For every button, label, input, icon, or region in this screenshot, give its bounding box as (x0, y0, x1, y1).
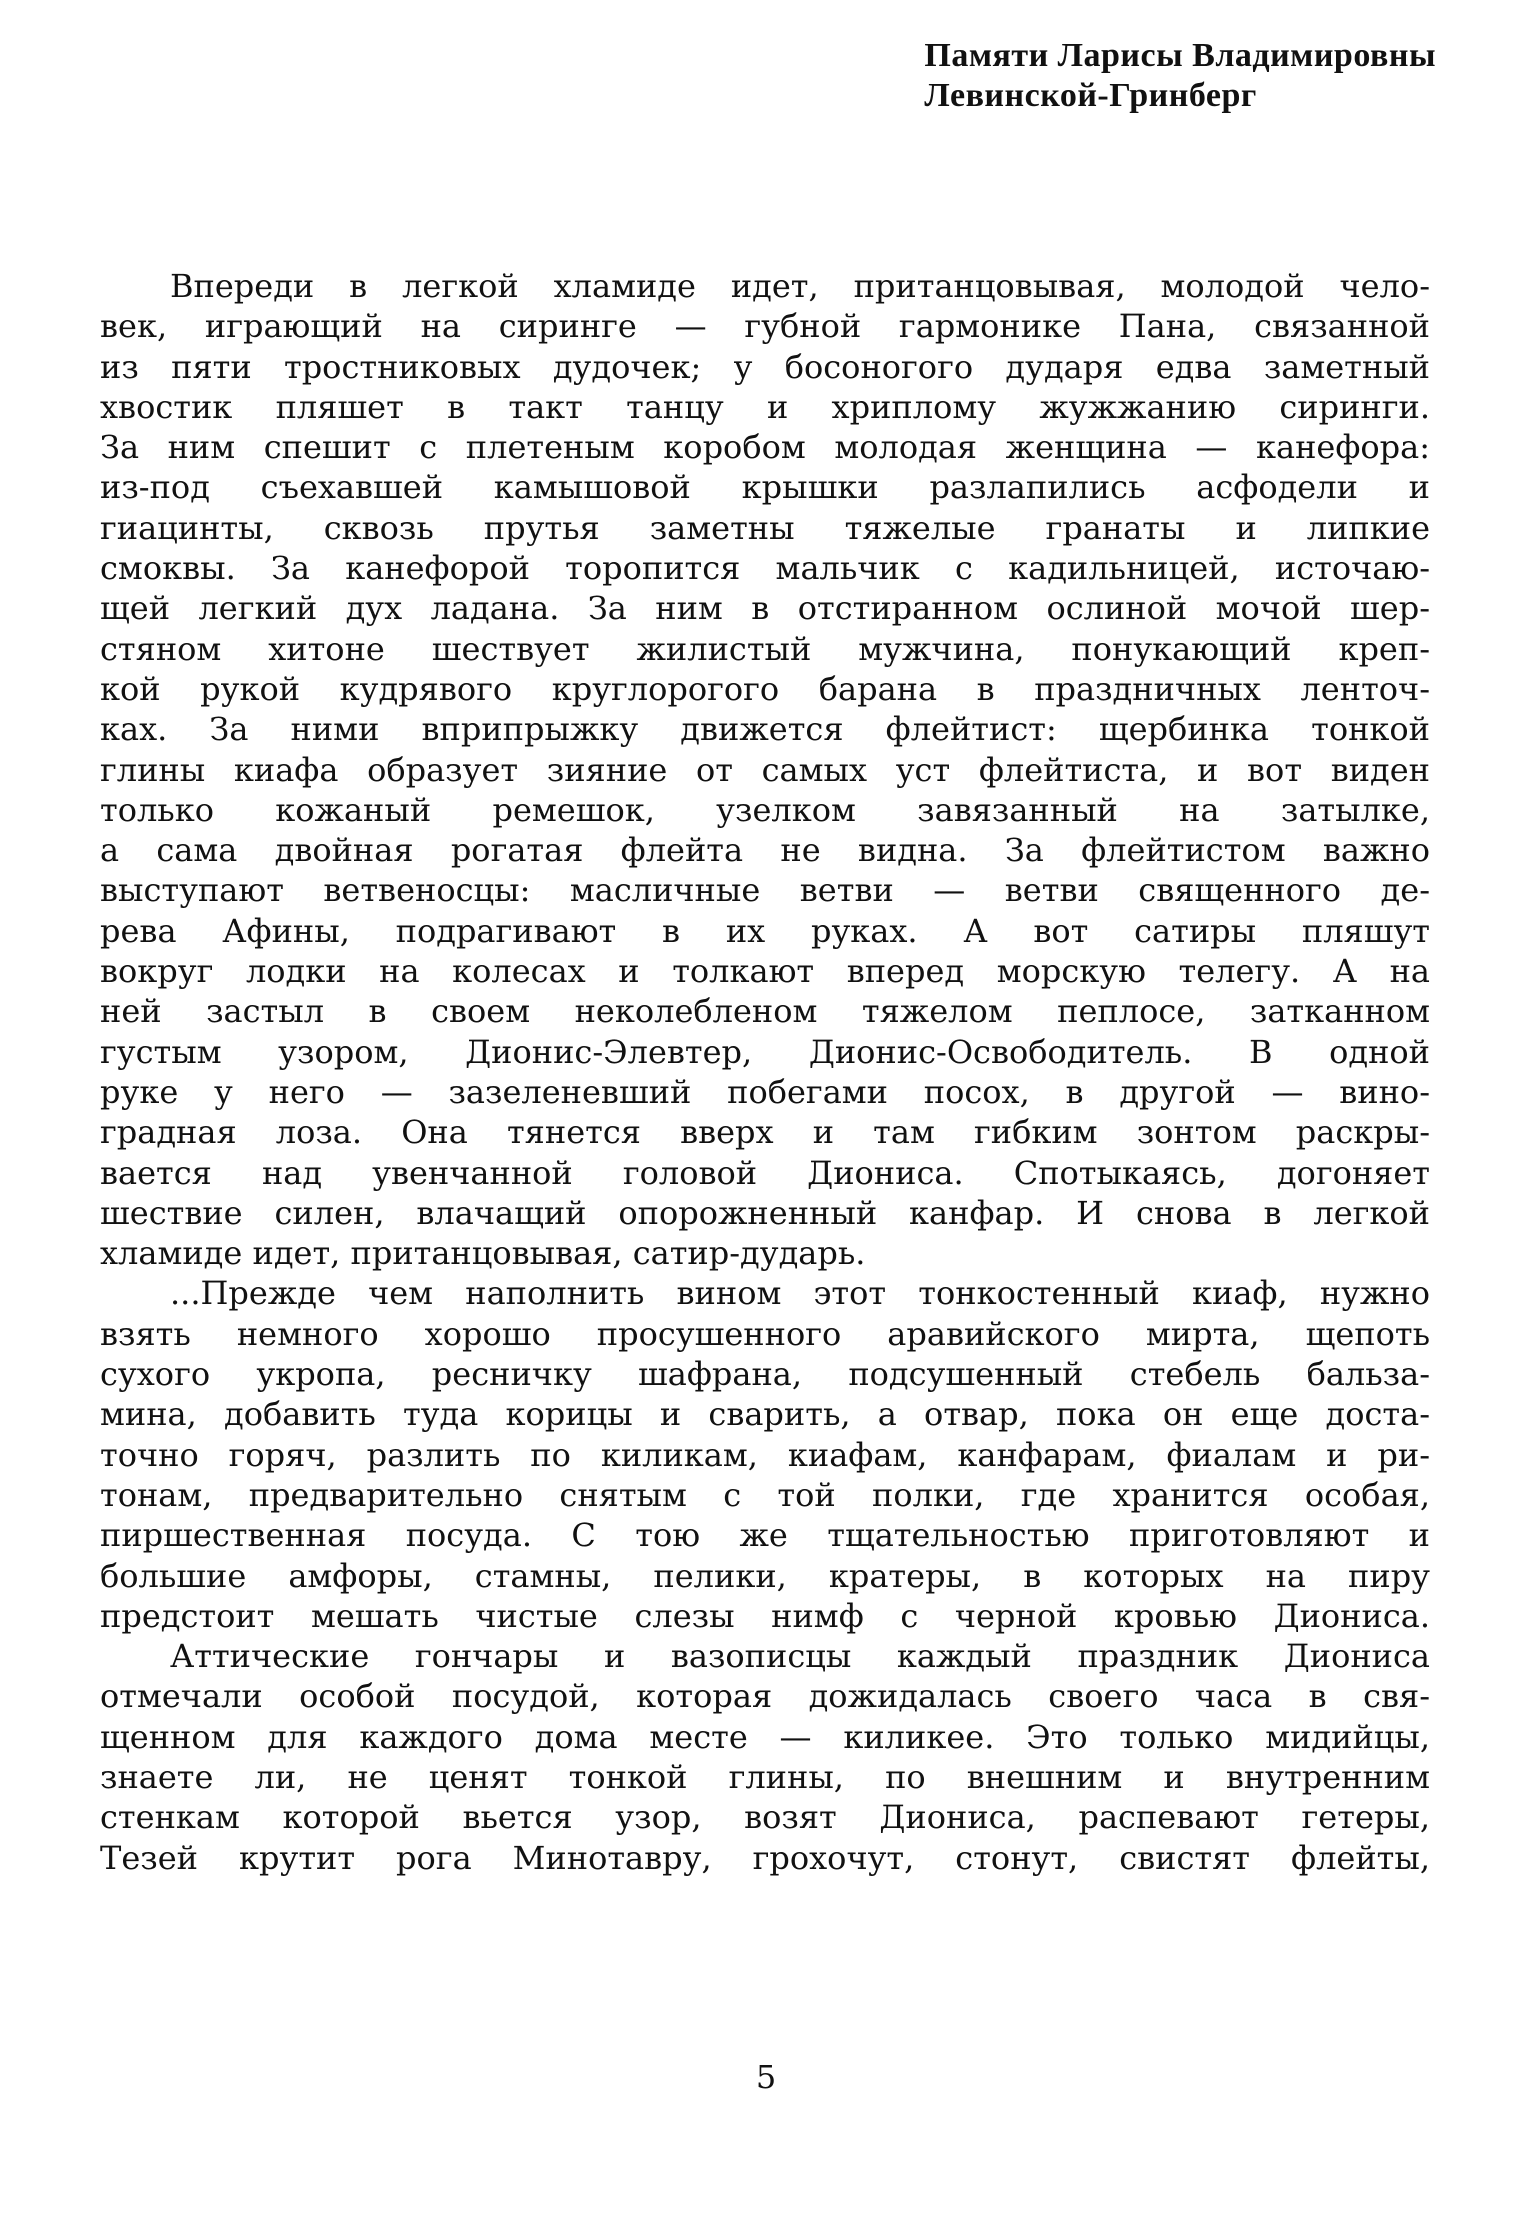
dedication-line: Левинской-Гринберг (924, 77, 1257, 115)
text-line: мина, добавить туда корицы и сварить, а отвар, пока он еще доста- (100, 1395, 1430, 1434)
text-line: щенном для каждого дома месте — киликее. Это только мидийцы, (100, 1717, 1430, 1756)
dedication-line: Памяти Ларисы Владимировны (924, 37, 1436, 74)
text-line: рева Афины, подрагивают в их руках. А вот сатиры пляшут (100, 911, 1430, 950)
text-line: пиршественная посуда. С тою же тщательностью приготовляют и (100, 1516, 1430, 1555)
text-line: вается над увенчанной головой Диониса. Спотыкаясь, догоняет (100, 1153, 1430, 1192)
text-line: стенкам которой вьется узор, возят Диониса, распевают гетеры, (100, 1798, 1430, 1837)
text-line: Аттические гончары и вазописцы каждый праздник Диониса (170, 1637, 1430, 1676)
text-line: большие амфоры, стамны, пелики, кратеры, в которых на пиру (100, 1556, 1430, 1595)
text-line: смоквы. За канефорой торопится мальчик с кадильницей, источаю- (100, 549, 1430, 588)
text-line: из-под съехавшей камышовой крышки разлапились асфодели и (100, 468, 1430, 507)
text-line: вокруг лодки на колесах и толкают вперед морскую телегу. А на (100, 952, 1430, 991)
dedication (924, 34, 1436, 115)
text-line: хламиде идет, пританцовывая, сатир-дударь. (100, 1234, 866, 1273)
text-line: предстоит мешать чистые слезы нимф с черной кровью Диониса. (100, 1596, 1430, 1635)
text-line: гиацинты, сквозь прутья заметны тяжелые гранаты и липкие (100, 508, 1430, 547)
text-line: густым узором, Дионис-Элевтер, Дионис-Освободитель. В одной (100, 1032, 1430, 1071)
text-line: стяном хитоне шествует жилистый мужчина, понукающий креп- (100, 629, 1430, 668)
text-line: отмечали особой посудой, которая дожидалась своего часа в свя- (100, 1677, 1430, 1716)
text-line: только кожаный ремешок, узелком завязанный на затылке, (100, 790, 1430, 829)
text-line: выступают ветвеносцы: масличные ветви — ветви священного де- (100, 871, 1430, 910)
text-line: ней застыл в своем неколебленом тяжелом пеплосе, затканном (100, 992, 1430, 1031)
text-line: взять немного хорошо просушенного аравийского мирта, щепоть (100, 1314, 1430, 1353)
main-text (100, 266, 1430, 1878)
paragraph-3 (100, 1636, 1430, 1878)
text-line: щей легкий дух ладана. За ним в отстиранном ослиной мочой шер- (100, 589, 1430, 628)
text-line: точно горяч, разлить по киликам, киафам, канфарам, фиалам и ри- (100, 1435, 1430, 1474)
text-line: Впереди в легкой хламиде идет, пританцовывая, молодой чело- (170, 267, 1430, 305)
text-line: глины киафа образует зияние от самых уст флейтиста, и вот виден (100, 750, 1430, 789)
text-line: Тезей крутит рога Минотавру, грохочут, стонут, свистят флейты, (100, 1838, 1430, 1877)
text-line: ках. За ними вприпрыжку движется флейтист: щербинка тонкой (100, 710, 1430, 749)
text-line: а сама двойная рогатая флейта не видна. За флейтистом важно (100, 831, 1430, 870)
text-line: хвостик пляшет в такт танцу и хриплому жужжанию сиринги. (100, 387, 1430, 426)
text-line: сухого укропа, ресничку шафрана, подсушенный стебель бальза- (100, 1355, 1430, 1394)
text-line: из пяти тростниковых дудочек; у босоногого дударя едва заметный (100, 347, 1430, 386)
text-line: шествие силен, влачащий опорожненный канфар. И снова в легкой (100, 1193, 1430, 1232)
text-line: тонам, предварительно снятым с той полки, где хранится особая, (100, 1475, 1430, 1514)
text-line: кой рукой кудрявого круглорогого барана в праздничных ленточ- (100, 669, 1430, 708)
text-line: ...Прежде чем наполнить вином этот тонкостенный киаф, нужно (170, 1274, 1430, 1313)
paragraph-2 (100, 1273, 1430, 1636)
text-line: век, играющий на сиринге — губной гармонике Пана, связанной (100, 307, 1430, 346)
text-line: знаете ли, не ценят тонкой глины, по внешним и внутренним (100, 1757, 1430, 1796)
text-line: За ним спешит с плетеным коробом молодая женщина — канефора: (100, 428, 1430, 467)
text-line: руке у него — зазеленевший побегами посох, в другой — вино- (100, 1072, 1430, 1111)
page-number: 5 (755, 2058, 777, 2096)
paragraph-1 (100, 266, 1430, 1273)
text-line: градная лоза. Она тянется вверх и там гибким зонтом раскры- (100, 1113, 1430, 1152)
